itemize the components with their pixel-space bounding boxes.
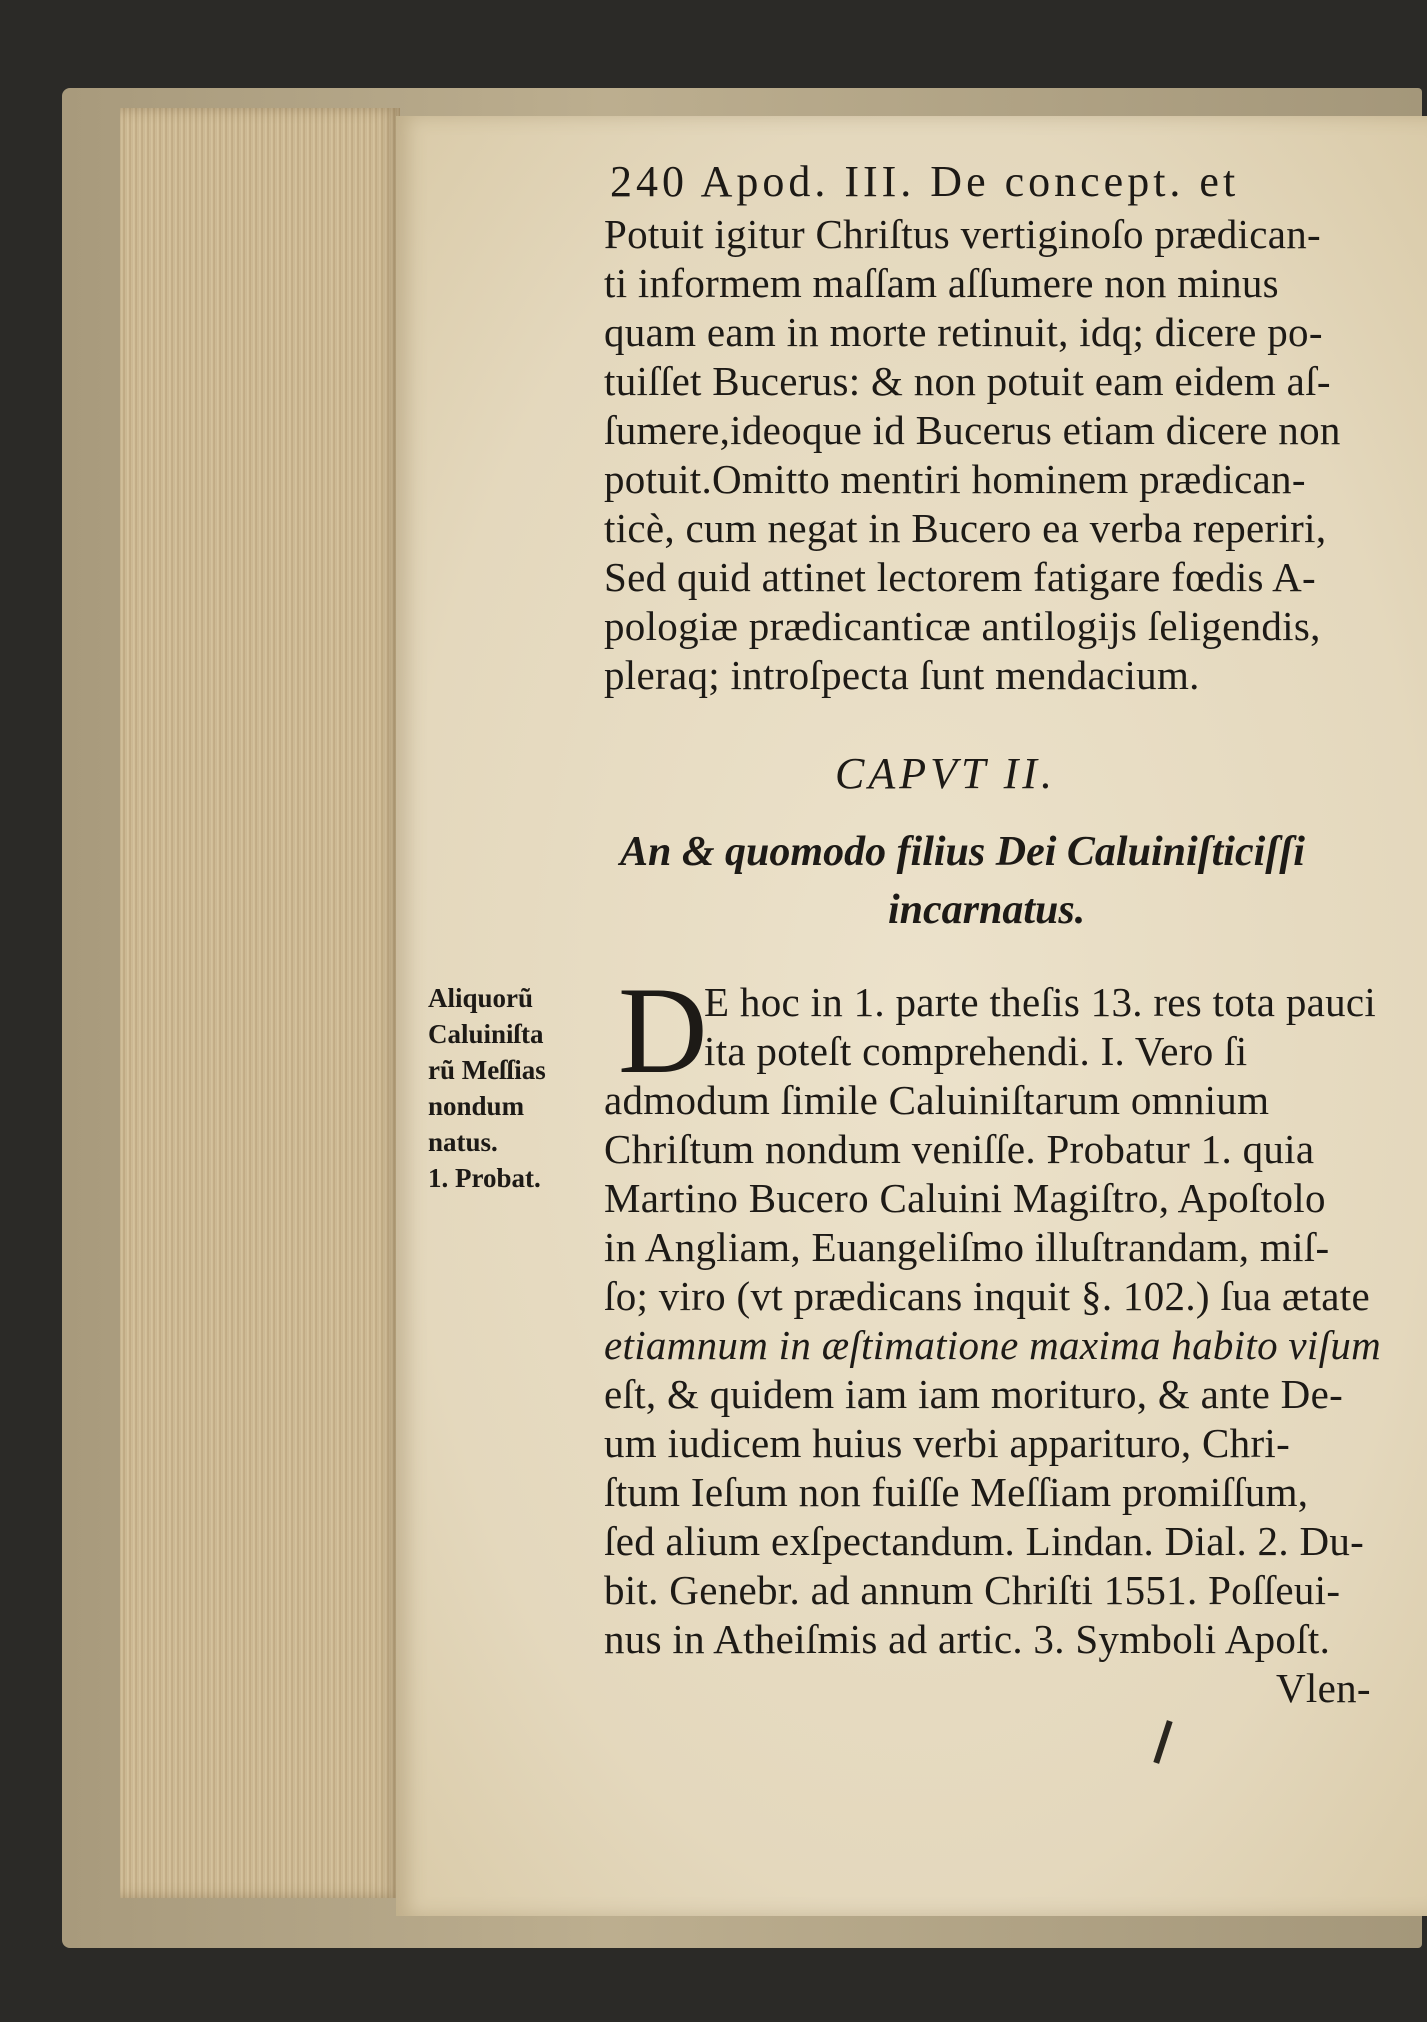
paragraph-line: ita poteſt comprehendi. I. Vero ſi bbox=[704, 1028, 1248, 1074]
margin-note-line: natus. bbox=[428, 1127, 498, 1157]
margin-note-line: Aliquorũ bbox=[428, 983, 534, 1013]
paragraph-line: um iudicem huius verbi apparituro, Chri- bbox=[604, 1420, 1291, 1466]
paragraph-line: ſed alium exſpectandum. Lindan. Dial. 2. Du- bbox=[604, 1518, 1365, 1564]
paragraph-line: ſtum Ieſum non fuiſſe Meſſiam promiſſum, bbox=[604, 1469, 1309, 1515]
paragraph-line: pleraq; introſpecta ſunt mendacium. bbox=[604, 652, 1200, 698]
paragraph-line: Chriſtum nondum veniſſe. Probatur 1. quia bbox=[604, 1126, 1315, 1172]
margin-note-line: rũ Meſſias bbox=[428, 1055, 546, 1085]
paragraph-line: etiamnum in æſtimatione maxima habito viſum bbox=[604, 1322, 1382, 1368]
paragraph-line: pologiæ prædicanticæ antilogijs ſeligendis, bbox=[604, 603, 1321, 649]
drop-cap: D bbox=[618, 962, 708, 1099]
paragraph-line: tuiſſet Bucerus: & non potuit eam eidem aſ- bbox=[604, 358, 1331, 404]
paragraph-line: ticè, cum negat in Bucero ea verba reperiri, bbox=[604, 505, 1327, 551]
margin-note-line: nondum bbox=[428, 1091, 525, 1121]
margin-note-line: Caluiniſta bbox=[428, 1019, 544, 1049]
paragraph-line: Martino Bucero Caluini Magiſtro, Apoſtolo bbox=[604, 1175, 1326, 1221]
paragraph-line: eſt, & quidem iam iam morituro, & ante De- bbox=[604, 1371, 1344, 1417]
paragraph-line: Potuit igitur Chriſtus vertiginoſo prædican- bbox=[604, 211, 1321, 257]
paragraph-line: E hoc in 1. parte theſis 13. res tota pauci bbox=[704, 979, 1377, 1025]
chapter-heading: CAPVT II. bbox=[835, 749, 1056, 798]
chapter-subtitle: incarnatus. bbox=[888, 887, 1086, 933]
running-header: 240 Apod. III. De concept. et bbox=[610, 157, 1240, 206]
paragraph-line: potuit.Omitto mentiri hominem prædican- bbox=[604, 456, 1306, 502]
paragraph-line: ſo; viro (vt prædicans inquit §. 102.) ſua ætate bbox=[604, 1273, 1370, 1319]
paragraph-line: ti informem maſſam aſſumere non minus bbox=[604, 260, 1279, 306]
paragraph-line: Sed quid attinet lectorem fatigare fœdis A- bbox=[604, 554, 1316, 600]
catchword: Vlen- bbox=[1276, 1665, 1371, 1711]
paragraph-line: in Angliam, Euangeliſmo illuſtrandam, miſ- bbox=[604, 1224, 1330, 1270]
page-edges bbox=[120, 108, 400, 1898]
paragraph-line: ſumere,ideoque id Bucerus etiam dicere non bbox=[604, 407, 1341, 453]
margin-note-line: 1. Probat. bbox=[428, 1163, 541, 1193]
paragraph-line: bit. Genebr. ad annum Chriſti 1551. Poſſeui- bbox=[604, 1567, 1341, 1613]
paragraph-line: nus in Atheiſmis ad artic. 3. Symboli Apoſt. bbox=[604, 1616, 1331, 1662]
paragraph-line: admodum ſimile Caluiniſtarum omnium bbox=[604, 1077, 1270, 1123]
chapter-subtitle: An & quomodo filius Dei Caluiniſticiſſi bbox=[620, 829, 1305, 875]
paragraph-line: quam eam in morte retinuit, idq; dicere po- bbox=[604, 309, 1323, 355]
